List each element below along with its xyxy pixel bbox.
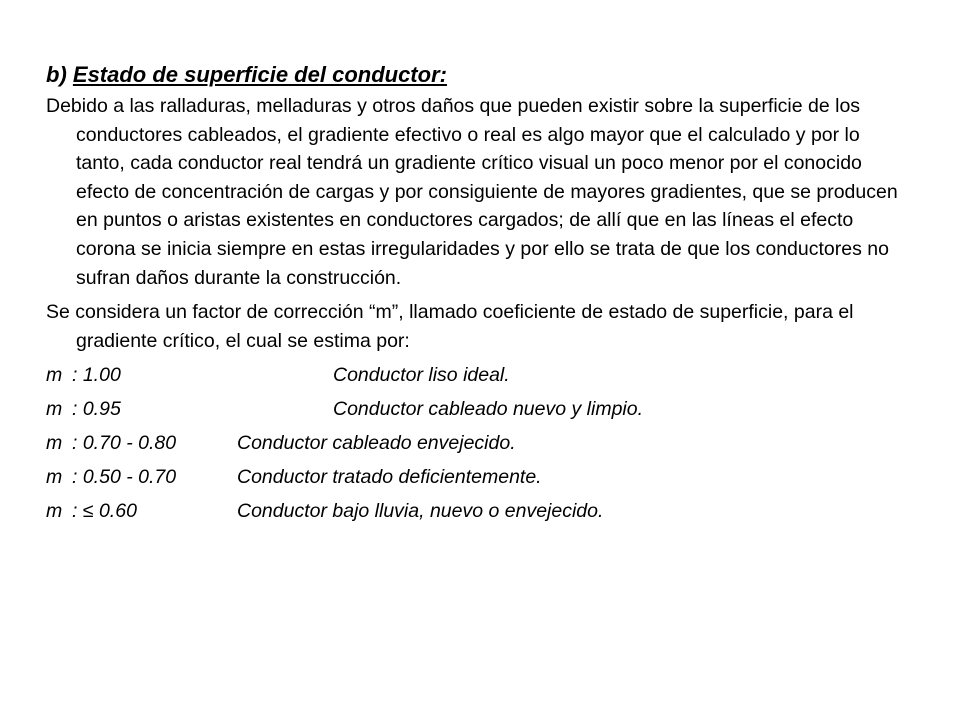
heading-title: Estado de superficie del conductor:: [72, 62, 447, 87]
paragraph-surface-damage: Debido a las ralladuras, melladuras y otros daños que pueden existir sobre la superficie de los conductores cableados, el gradiente efectivo o real es algo mayor que el calculado y por lo tanto, cada conductor real tendrá un gradiente crítico visual un poco menor por el conocido efecto de concentración de cargas y por consiguiente de mayores gradientes, que se producen en puntos o aristas existentes en conductores cargados; de allí que en las líneas el efecto corona se inicia siempre en estas irregularidades y por ello se trata de que los conductores no sufran daños durante la construcción.: [46, 95, 898, 289]
factor-row: [46, 497, 906, 531]
factor-row: [46, 395, 906, 429]
slide-content: [46, 60, 906, 531]
factor-row: [46, 463, 906, 497]
factor-symbol: m: [46, 466, 63, 489]
factor-description: Conductor cableado envejecido.: [237, 432, 516, 455]
factor-description: Conductor bajo lluvia, nuevo o envejecido.: [237, 500, 604, 523]
factor-description: Conductor liso ideal.: [333, 364, 510, 387]
heading-prefix: b): [46, 62, 73, 87]
factor-symbol: m: [46, 500, 63, 523]
factor-description: Conductor cableado nuevo y limpio.: [333, 398, 644, 421]
factor-symbol: m: [46, 364, 63, 387]
factor-value: : ≤ 0.60: [72, 500, 137, 523]
factor-symbol: m: [46, 432, 63, 455]
factor-value: : 0.50 - 0.70: [72, 466, 177, 489]
factor-row: [46, 361, 906, 395]
paragraph-correction-factor: Se considera un factor de corrección “m”, llamado coeficiente de estado de superficie, para el gradiente crítico, el cual se estima por:: [46, 301, 854, 352]
factor-value: : 0.70 - 0.80: [72, 432, 177, 455]
factor-value: : 1.00: [72, 364, 121, 387]
section-heading: [46, 60, 906, 90]
factor-value: : 0.95: [72, 398, 121, 421]
factor-row: [46, 429, 906, 463]
factor-symbol: m: [46, 398, 63, 421]
factor-description: Conductor tratado deficientemente.: [237, 466, 542, 489]
